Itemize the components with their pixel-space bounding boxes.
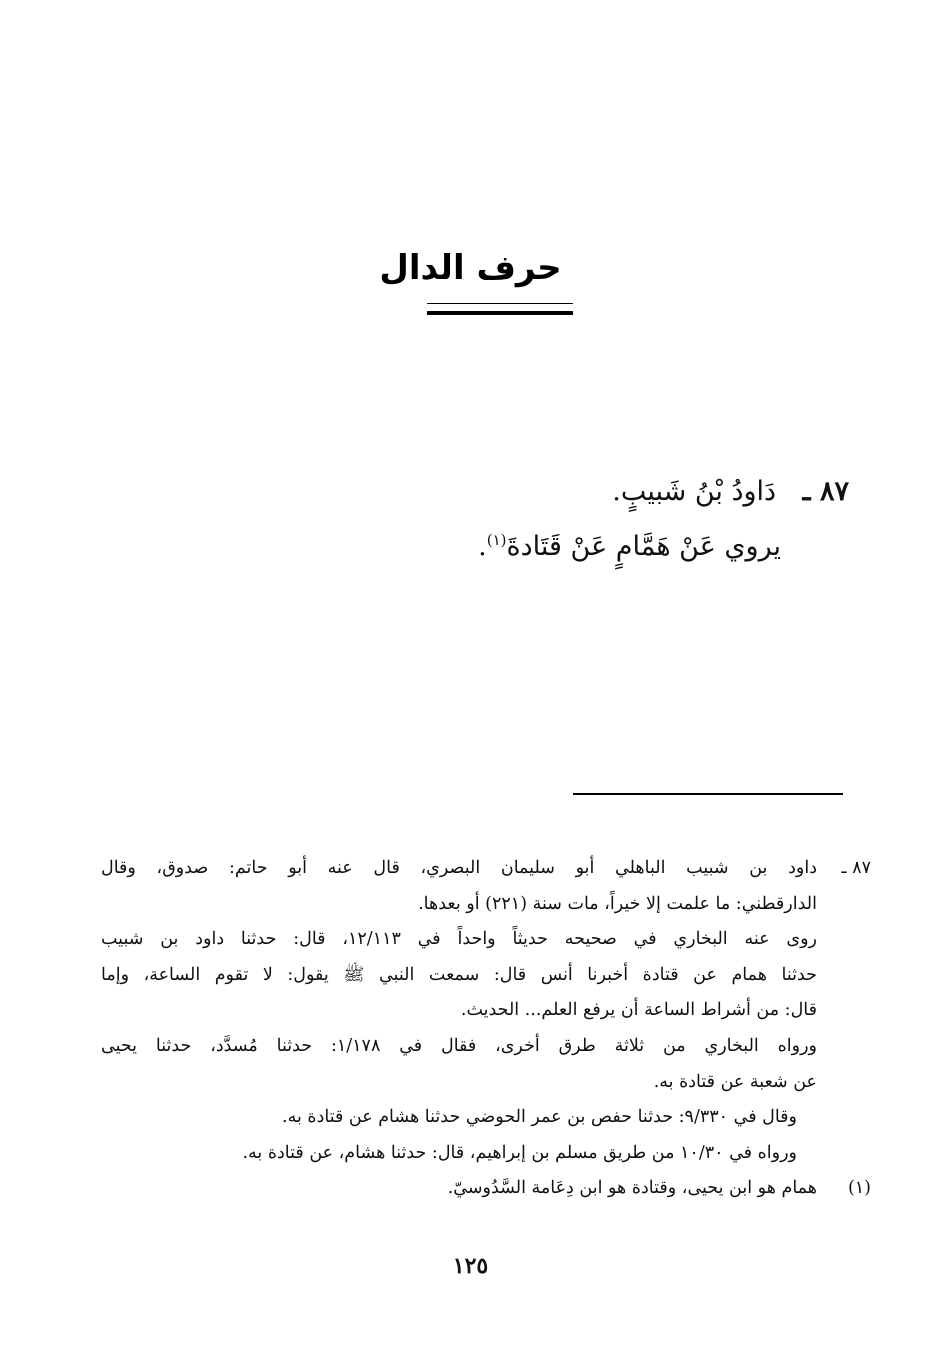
entry-text-line — [149, 516, 849, 571]
chapter-title: حرف الدال — [379, 248, 562, 288]
footnote-1-line — [101, 1171, 871, 1207]
footnote-87-line-5: قال: من أشراط الساعة أن يرفع العلم... الحديث. — [460, 1000, 817, 1021]
footnote-87-text: داود بن شبيب الباهلي أبو سليمان البصري، قال عنه أبو حاتم: صدوق، وقال — [101, 858, 817, 878]
page-number: ١٢٥ — [452, 1253, 489, 1279]
title-rule-thin — [427, 303, 573, 304]
footnote-1-text: همام هو ابن يحيى، وقتادة هو ابن دِعَامة السَّدُوسيّ. — [447, 1178, 817, 1199]
footnote-1-number: (١) — [847, 1178, 871, 1199]
footnote-87-line-2: الدارقطني: ما علمت إلا خيراً، مات سنة (٢٢١) أو بعدها. — [418, 893, 817, 914]
footnote-87-line-7: عن شعبة عن قتادة به. — [653, 1071, 817, 1092]
footnote-87-line-9: ورواه في ١٠/٣٠ من طريق مسلم بن إبراهيم، قال: حدثنا هشام، عن قتادة به. — [242, 1142, 797, 1163]
footnote-separator — [573, 793, 843, 795]
footnote-87-line-8: وقال في ٩/٣٣٠: حدثنا حفص بن عمر الحوضي حدثنا هشام عن قتادة به. — [282, 1107, 797, 1128]
footnote-87-line-1 — [101, 851, 871, 887]
entry-text: يروي عَنْ هَمَّامٍ عَنْ قَتَادةَ — [506, 531, 781, 562]
title-rule-thick — [427, 311, 573, 315]
footnote-87-number: ٨٧ ـ — [841, 858, 871, 878]
entry-87 — [149, 468, 849, 571]
footnotes — [101, 851, 871, 1207]
entry-text-end: . — [478, 531, 487, 562]
footnote-87-line-6: ورواه البخاري من ثلاثة طرق أخرى، فقال في ١/١٧٨: حدثنا مُسدَّد، حدثنا يحيى — [101, 1035, 817, 1056]
footnote-87-line-3: روى عنه البخاري في صحيحه حديثاً واحداً في ١٢/١١٣، قال: حدثنا داود بن شبيب — [101, 929, 817, 950]
footnote-87-line-4: حدثنا همام عن قتادة أخبرنا أنس قال: سمعت النبي ﷺ يقول: لا تقوم الساعة، وإما — [101, 964, 817, 985]
entry-heading-line — [149, 468, 849, 516]
entry-name: دَاودُ بْنُ شَبيبٍ. — [612, 476, 777, 507]
footnote-ref[interactable]: (١) — [486, 531, 507, 549]
entry-number: ٨٧ ـ — [802, 476, 849, 507]
